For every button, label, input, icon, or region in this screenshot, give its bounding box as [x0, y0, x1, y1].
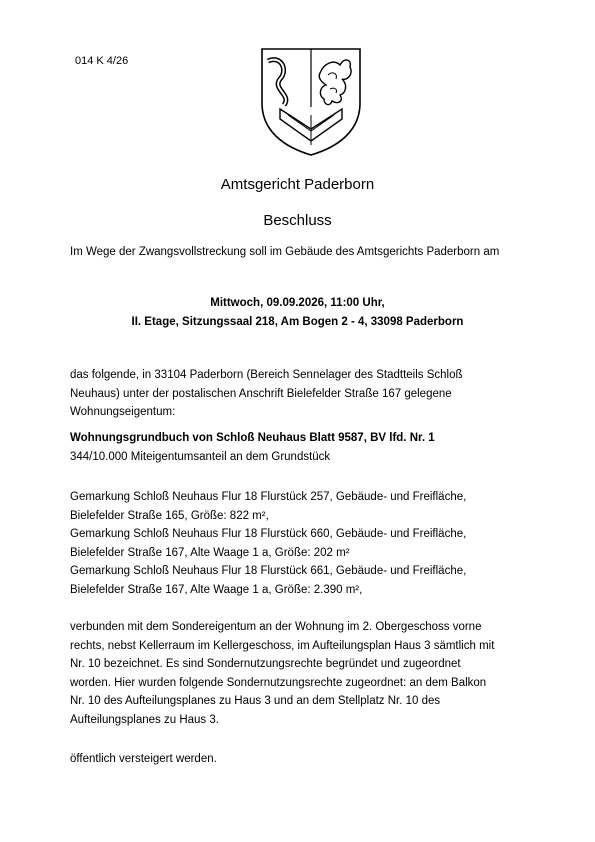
court-name: Amtsgericht Paderborn — [220, 176, 375, 193]
parcel-line: Gemarkung Schloß Neuhaus Flur 18 Flurstück 257, Gebäude- und Freifläche, — [70, 491, 467, 503]
description-paragraph — [70, 618, 540, 729]
paragraph-line: worden. Hier wurden folgende Sondernutzungsrechte zugeordnet: an dem Balkon — [70, 676, 487, 689]
paragraph-line: Nr. 10 bezeichnet. Es sind Sondernutzungsrechte begründet und zugeordnet — [70, 658, 461, 670]
appointment-location: II. Etage, Sitzungssaal 218, Am Bogen 2 - 4, 33098 Paderborn — [131, 316, 464, 328]
paragraph-line: Wohnungseigentum: — [70, 406, 176, 418]
paragraph-line: das folgende, in 33104 Paderborn (Bereich Sennelager des Stadtteils Schloß — [70, 369, 463, 381]
closing-text: öffentlich versteigert werden. — [70, 753, 217, 765]
intro-text: Im Wege der Zwangsvollstreckung soll im Gebäude des Amtsgerichts Paderborn am — [70, 246, 500, 258]
parcel-line: Gemarkung Schloß Neuhaus Flur 18 Flurstück 661, Gebäude- und Freifläche, — [70, 565, 467, 577]
property-intro — [70, 366, 540, 422]
parcel-line: Bielefelder Straße 165, Größe: 822 m², — [70, 509, 269, 522]
paragraph-line: Aufteilungsplanes zu Haus 3. — [70, 713, 219, 726]
appointment-date: Mittwoch, 09.09.2026, 11:00 Uhr, — [210, 297, 385, 309]
parcel-line: Bielefelder Straße 167, Alte Waage 1 a, Größe: 2.390 m², — [70, 583, 363, 596]
parcel-line: Gemarkung Schloß Neuhaus Flur 18 Flurstück 660, Gebäude- und Freifläche, — [70, 528, 467, 540]
parcel-line: Bielefelder Straße 167, Alte Waage 1 a, Größe: 202 m² — [70, 546, 350, 559]
paragraph-line: Nr. 10 des Aufteilungsplanes zu Haus 3 und an dem Stellplatz Nr. 10 des — [70, 695, 441, 707]
ownership-share: 344/10.000 Miteigentumsanteil an dem Grundstück — [70, 451, 331, 463]
parcel-list — [70, 488, 540, 599]
nrw-coat-of-arms-icon — [258, 45, 364, 157]
paragraph-line: Neuhaus) unter der postalischen Anschrift Bielefelder Straße 167 gelegene — [70, 387, 452, 400]
document-title: Beschluss — [263, 212, 332, 229]
paragraph-line: verbunden mit dem Sondereigentum an der Wohnung im 2. Obergeschoss vorne — [70, 621, 482, 633]
file-number: 014 K 4/26 — [75, 55, 129, 67]
paragraph-line: rechts, nebst Kellerraum im Kellergeschoss, im Aufteilungsplan Haus 3 sämtlich mit — [70, 639, 495, 652]
register-entry: Wohnungsgrundbuch von Schloß Neuhaus Blatt 9587, BV lfd. Nr. 1 — [70, 432, 435, 444]
